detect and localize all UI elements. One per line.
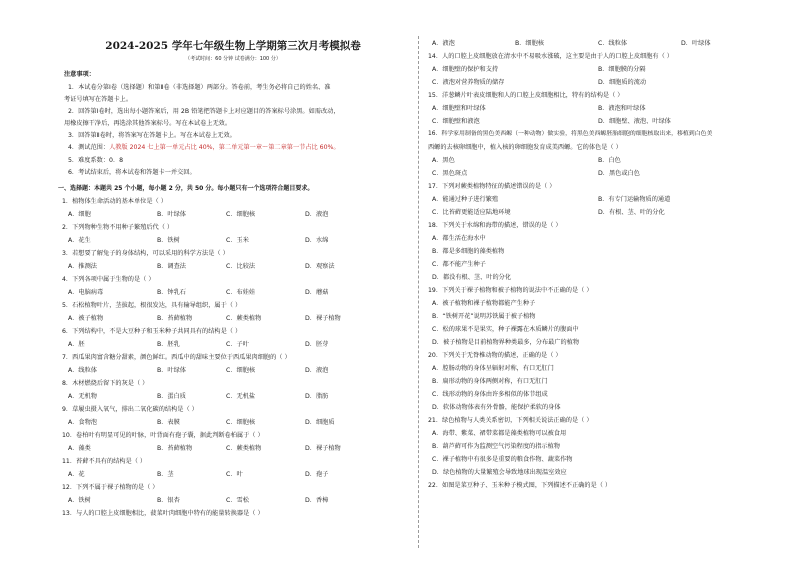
q14-option-a: A．细胞壁的保护和支持: [432, 66, 499, 73]
q12-option-c: C．雪松: [226, 497, 249, 504]
question-16b: 西螈的去核卵细胞中，植入核的卵细胞发育成美西螈。它的体色是（ ）: [428, 144, 622, 151]
q11-option-c: C．叶: [226, 471, 243, 478]
q15-option-b: B．液泡和叶绿体: [598, 105, 646, 112]
q9-option-d: D．细胞质: [305, 419, 335, 426]
q15-option-d: D．细胞壁、液泡、叶绿体: [598, 118, 671, 125]
note-3: 3．回答第Ⅱ卷时，将答案写在答题卡上。写在本试卷上无效。: [68, 132, 236, 139]
q15-option-c: C．细胞壁和液泡: [432, 118, 480, 125]
q9-option-a: A．食物泡: [68, 419, 97, 426]
q14-option-b: B．细胞膜的分隔: [598, 66, 646, 73]
note-5: 5．难度系数：0．8: [68, 157, 124, 164]
q18-option-b: B．都是多细胞的藻类植物: [432, 248, 505, 255]
q19-option-c: C．松的球果不是果实，种子裸露在木质鳞片的腹面中: [432, 326, 579, 333]
q9-option-c: C．细胞核: [226, 419, 256, 426]
note-6: 6．考试结束后，将本试卷和答题卡一并交回。: [68, 169, 196, 176]
exam-title: 2024-2025 学年七年级生物上学期第三次月考模拟卷: [105, 40, 361, 52]
q21-option-d: D．绿色植物的大量繁殖会导致地球出现温室效应: [432, 469, 567, 476]
question-1: 1．植物体生命活动的基本单位是（ ）: [62, 198, 167, 205]
q3-option-d: D．观察法: [305, 263, 335, 270]
note-2b: 用橡皮擦干净后，再选涂其他答案标号。写在本试卷上无效。: [64, 120, 232, 127]
q20-option-a: A．腔肠动物的身体呈辐射对称，有口无肛门: [432, 365, 554, 372]
question-20: 20．下列关于无脊椎动物的描述，正确的是（ ）: [428, 352, 562, 359]
question-11: 11．苔藓不具有的结构是（ ）: [62, 458, 147, 465]
q5-option-b: B．苔藓植物: [157, 315, 193, 322]
q9-option-b: B．表膜: [157, 419, 180, 426]
q4-option-b: B．钟乳石: [157, 289, 186, 296]
q18-option-d: D．都没有根、茎、叶的分化: [432, 274, 512, 281]
q20-option-c: C．线形动物的身体由许多相似的体节组成: [432, 391, 548, 398]
question-10: 10．卷柏叶有明显可见的叶脉，叶背面有孢子囊，据此判断卷柏属于（ ）: [62, 432, 264, 439]
q20-option-b: B．扁形动物的身体两侧对称，有口无肛门: [432, 378, 548, 385]
q19-option-d: D．被子植物是目前植物界种类最多，分布最广的植物: [432, 339, 580, 346]
q19-option-a: A．被子植物和裸子植物都能产生种子: [432, 300, 536, 307]
q6-option-c: C．子叶: [226, 341, 249, 348]
question-9: 9．草履虫摄入氧气，排出二氧化碳的结构是（ ）: [62, 406, 198, 413]
question-14: 14．人的口腔上皮细胞放在清水中不易吸水涨破，这主要是由于人的口腔上皮细胞有（ ）: [428, 53, 673, 60]
q11-option-a: A．花: [68, 471, 85, 478]
question-21: 21．绿色植物与人类关系密切，下列相关说法正确的是（ ）: [428, 417, 593, 424]
question-4: 4．下列各项中属于生物的是（ ）: [62, 276, 155, 283]
q12-option-b: B．银杏: [157, 497, 180, 504]
q2-option-a: A．花生: [68, 237, 91, 244]
q8-option-d: D．脂肪: [305, 393, 329, 400]
question-13: 13．与人的口腔上皮细胞相比，菠菜叶肉细胞中特有的能量转换器是（ ）: [62, 510, 264, 517]
note-1a: 1．本试卷分第Ⅰ卷（选择题）和第Ⅱ卷（非选择题）两部分。答卷前，考生务必将自己的姓名、准: [68, 84, 331, 91]
note-4-prefix: 4．测试范围：: [68, 144, 110, 151]
q8-option-c: C．无机盐: [226, 393, 256, 400]
q10-option-a: A．藻类: [68, 445, 91, 452]
q19-option-b: B．“铁树开花”说明苏铁属于被子植物: [432, 313, 536, 320]
q5-option-d: D．裸子植物: [305, 315, 341, 322]
q16-option-c: C．黑色斑点: [432, 170, 468, 177]
q4-option-c: C．布娃娃: [226, 289, 256, 296]
question-3: 3．若想要了解兔子的身体结构，可以采用的科学方法是（ ）: [62, 250, 229, 257]
q6-option-d: D．胚芽: [305, 341, 329, 348]
question-15: 15．洋葱鳞片叶表皮细胞和人的口腔上皮细胞相比，特有的结构是（ ）: [428, 92, 624, 99]
question-5: 5．石松植物叶片，茎拔起，根很发达，具有输导组织，属于（ ）: [62, 302, 242, 309]
q7-option-b: B．叶绿体: [157, 367, 186, 374]
q13-option-b: B．细胞核: [515, 40, 544, 47]
q3-option-b: B．调查法: [157, 263, 186, 270]
q4-option-d: D．蘑菇: [305, 289, 329, 296]
question-12: 12．下列不属于裸子植物的是（ ）: [62, 484, 159, 491]
note-1b: 考证号填写在答题卡上。: [64, 96, 133, 103]
q13-option-d: D．叶绿体: [681, 40, 711, 47]
q17-option-c: C．比苔藓更能适应陆地环境: [432, 209, 511, 216]
q13-option-c: C．线粒体: [598, 40, 628, 47]
q3-option-c: C．比较法: [226, 263, 256, 270]
q17-option-d: D．有根、茎、叶的分化: [598, 209, 665, 216]
q10-option-d: D．裸子植物: [305, 445, 341, 452]
q2-option-d: D．水绵: [305, 237, 329, 244]
question-19: 19．下列关于裸子植物和被子植物的说法中不正确的是（ ）: [428, 287, 593, 294]
q20-option-d: D．软体动物体表有外骨骼，能保护柔软的身体: [432, 404, 561, 411]
q14-option-c: C．液泡对营养物质的储存: [432, 79, 505, 86]
q3-option-a: A．推测法: [68, 263, 97, 270]
q7-option-d: D．液泡: [305, 367, 329, 374]
question-22: 22．如图是菜豆种子、玉米种子模式图，下列描述不正确的是（ ）: [428, 482, 612, 489]
question-7: 7．西瓜果肉富含糖分甜素，颜色鲜红。西瓜中的甜味主要位于西瓜果肉细胞的（ ）: [62, 354, 291, 361]
q21-option-b: B．葫芦藓可作为监测空气污染程度的指示植物: [432, 443, 560, 450]
q7-option-a: A．线粒体: [68, 367, 97, 374]
q18-option-c: C．都不能产生种子: [432, 261, 486, 268]
q2-option-b: B．铁树: [157, 237, 180, 244]
q5-option-c: C．蕨类植物: [226, 315, 262, 322]
q21-option-a: A．海带、紫菜、裙带菜都是藻类植物可以被食用: [432, 430, 567, 437]
notes-heading: 注意事项：: [64, 71, 95, 78]
question-16a: 16．科学家用制备的黑色美西螈（一种动物）做实验，将黑色美西螈胚胎细胞的细胞核取出来，移植到白色美: [428, 131, 713, 137]
q21-option-c: C．裸子植物中有很多是重要的粮食作物、蔬菜作物: [432, 456, 573, 463]
note-4: [68, 144, 340, 151]
q7-option-c: C．细胞核: [226, 367, 256, 374]
q4-option-a: A．电脑病毒: [68, 289, 104, 296]
q10-option-b: B．苔藓植物: [157, 445, 193, 452]
q12-option-a: A．铁树: [68, 497, 91, 504]
q2-option-c: C．玉米: [226, 237, 249, 244]
q8-option-a: A．无机物: [68, 393, 97, 400]
q1-option-a: A．细胞: [68, 211, 91, 218]
question-17: 17．下列对蕨类植物特征的描述错误的是（ ）: [428, 183, 556, 190]
section-heading: 一、选择题：本题共 25 个小题，每小题 2 分，共 50 分。每小题只有一个选项符合题目要求。: [58, 185, 314, 192]
question-18: 18．下列关于水绵和海带的描述，错误的是（ ）: [428, 222, 562, 229]
q10-option-c: C．蕨类植物: [226, 445, 262, 452]
q1-option-d: D．液泡: [305, 211, 329, 218]
note-4-scope: 人教版 2024 七上第一单元占比 40%，第二单元第一章～第二章第一节占比 60%。: [109, 144, 340, 151]
q12-option-d: D．香樟: [305, 497, 329, 504]
q18-option-a: A．都生活在海水中: [432, 235, 486, 242]
q16-option-b: B．白色: [598, 157, 621, 164]
q1-option-c: C．细胞核: [226, 211, 256, 218]
question-6: 6．下列结构中，不是大豆种子和玉米种子共同具有的结构是（ ）: [62, 328, 242, 335]
q15-option-a: A．细胞壁和叶绿体: [432, 105, 486, 112]
q11-option-d: D．孢子: [305, 471, 329, 478]
question-8: 8．木材燃烧后留下的灰是（ ）: [62, 380, 149, 387]
q8-option-b: B．蛋白质: [157, 393, 186, 400]
note-2a: 2．回答第Ⅰ卷时，选出每小题答案后，用 2B 铅笔把答题卡上对应题目的答案标号涂黑。如需改动，: [68, 108, 340, 115]
exam-subtitle: （考试时间：60 分钟 试卷满分：100 分）: [185, 56, 281, 62]
q14-option-d: D．细胞质的流动: [598, 79, 647, 86]
q16-option-d: D．黑色或白色: [598, 170, 640, 177]
q5-option-a: A．被子植物: [68, 315, 104, 322]
column-divider: [418, 36, 419, 548]
q6-option-a: A．胚: [68, 341, 85, 348]
q1-option-b: B．叶绿体: [157, 211, 186, 218]
q11-option-b: B．茎: [157, 471, 174, 478]
q16-option-a: A．黑色: [432, 157, 455, 164]
q6-option-b: B．胚乳: [157, 341, 180, 348]
q13-option-a: A．液泡: [432, 40, 455, 47]
q17-option-a: A．能通过种子进行繁殖: [432, 196, 499, 203]
q17-option-b: B．有专门运输物质的通道: [598, 196, 671, 203]
question-2: 2．下列物种生物不用种子繁殖后代（ ）: [62, 224, 174, 231]
